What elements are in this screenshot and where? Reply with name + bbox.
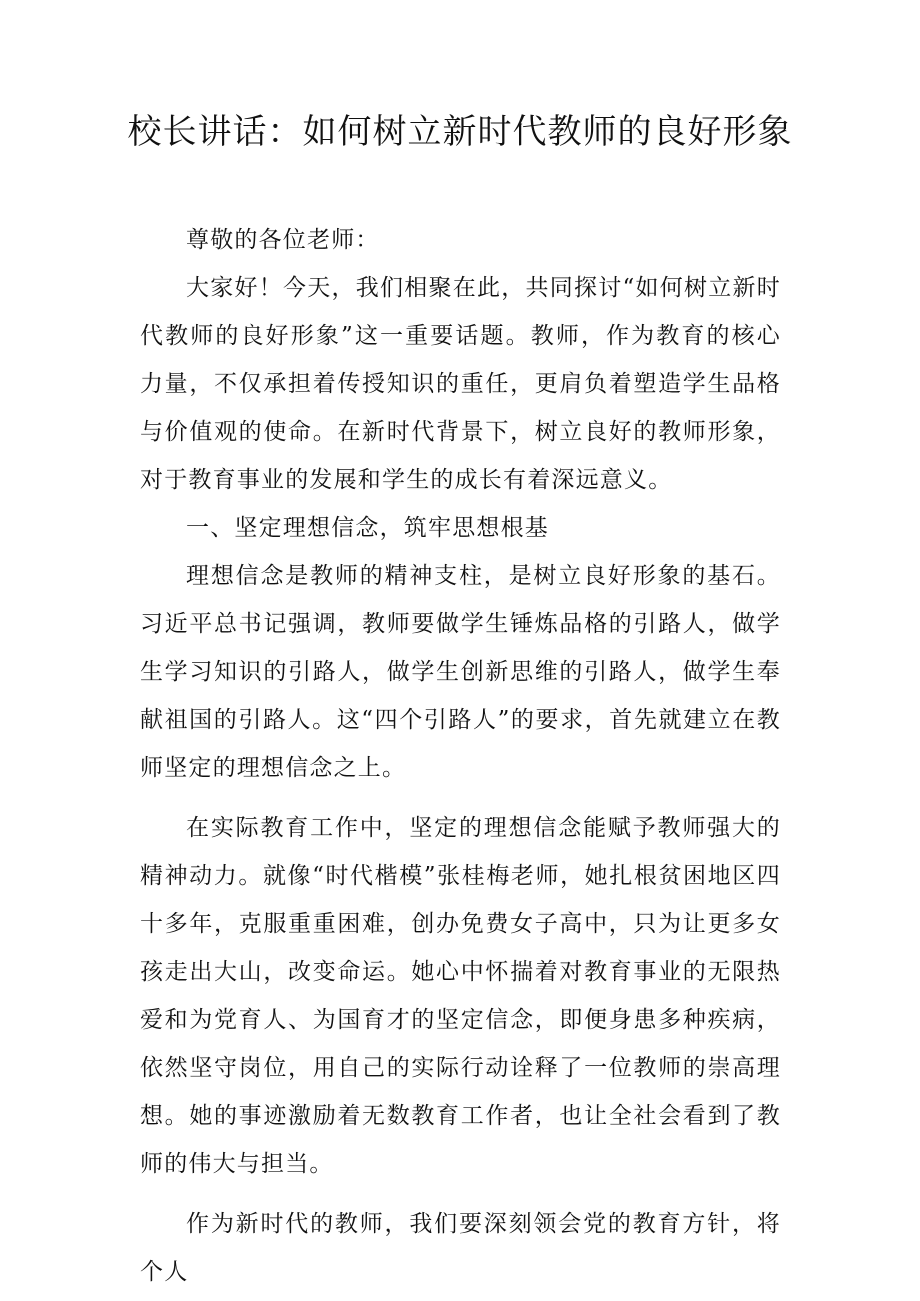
paragraph-new-era: 作为新时代的教师，我们要深刻领会党的教育方针，将个人 — [140, 1211, 781, 1285]
document-title: 校长讲话：如何树立新时代教师的良好形象 — [127, 112, 793, 152]
paragraph-greeting: 大家好！今天，我们相聚在此，共同探讨“如何树立新时代教师的良好形象”这一重要话题。教师，作为教育的核心力量，不仅承担着传授知识的重任，更肩负着塑造学生品格与价值观的使命。在新时代背景下，树立良好的教师形象，对于教育事业的发展和学生的成长有着深远意义。 — [140, 275, 781, 493]
document-body — [140, 216, 781, 1296]
paragraph-ideals: 理想信念是教师的精神支柱，是树立良好形象的基石。习近平总书记强调，教师要做学生锤炼品格的引路人，做学生学习知识的引路人，做学生创新思维的引路人，做学生奉献祖国的引路人。这“四个引路人”的要求，首先就建立在教师坚定的理想信念之上。 — [140, 563, 781, 781]
paragraph-gap — [140, 792, 781, 804]
salutation: 尊敬的各位老师： — [186, 227, 380, 253]
paragraph-example: 在实际教育工作中，坚定的理想信念能赋予教师强大的精神动力。就像“时代楷模”张桂梅老师，她扎根贫困地区四十多年，克服重重困难，创办免费女子高中，只为让更多女孩走出大山，改变命运。她心中怀揣着对教育事业的无限热爱和为党育人、为国育才的坚定信念，即便身患多种疾病，依然坚守岗位，用自己的实际行动诠释了一位教师的崇高理想。她的事迹激励着无数教育工作者，也让全社会看到了教师的伟大与担当。 — [140, 815, 781, 1177]
paragraph-gap — [140, 1188, 781, 1200]
section-heading-1: 一、坚定理想信念，筑牢思想根基 — [186, 515, 549, 541]
